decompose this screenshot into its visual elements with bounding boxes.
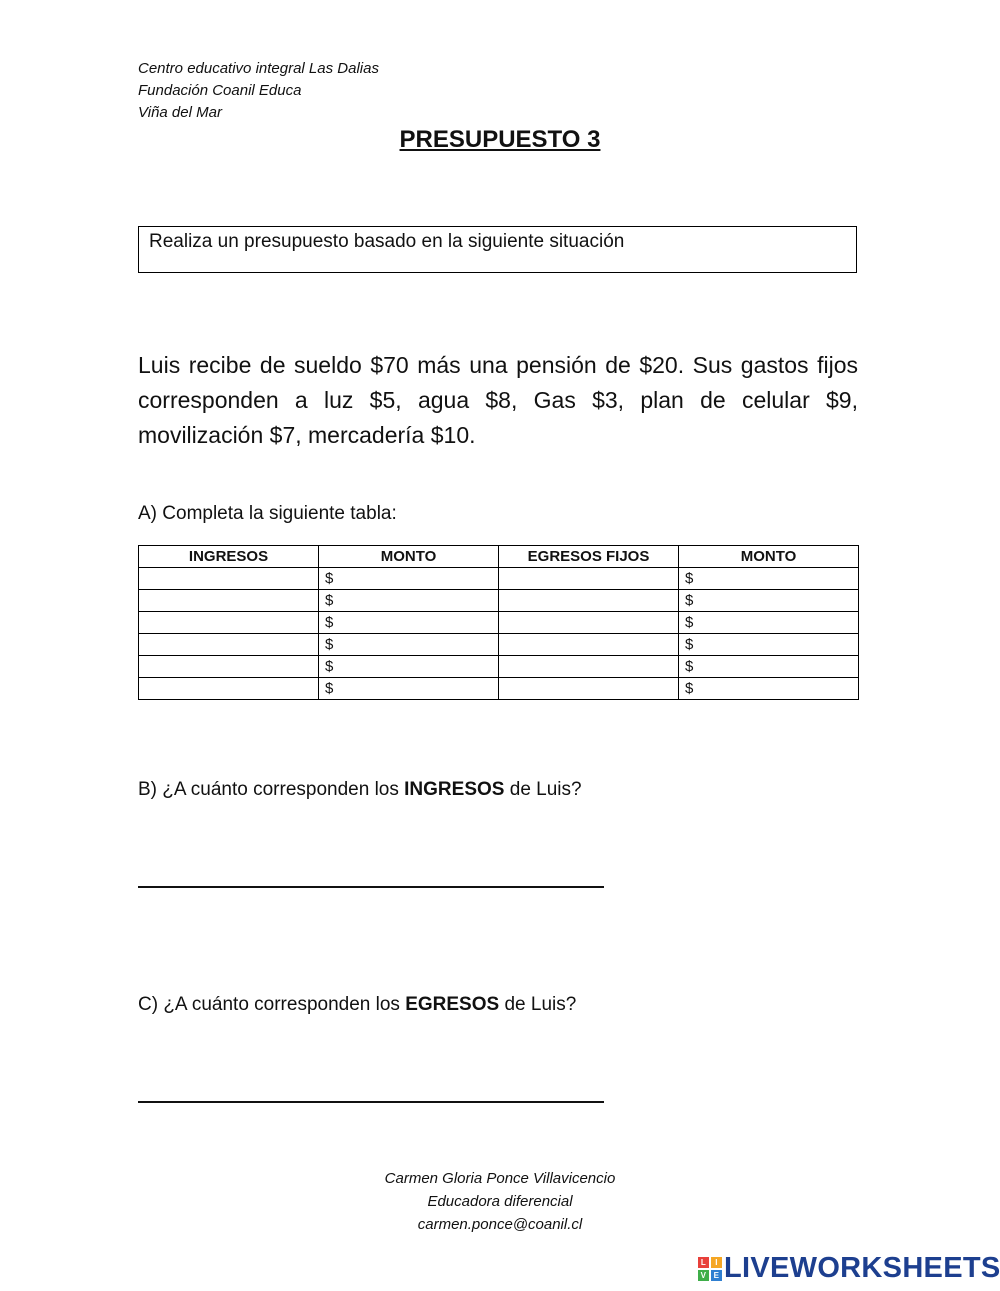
situation-paragraph: Luis recibe de sueldo $70 más una pensión de $20. Sus gastos fijos corresponden a luz $5, agua $8, Gas $3, plan de celular $9, movilización $7, mercadería $10. (138, 352, 858, 448)
egreso-cell[interactable] (499, 678, 679, 700)
ingreso-cell[interactable] (139, 612, 319, 634)
question-b-prefix: B) ¿A cuánto corresponden los (138, 779, 405, 800)
school-header (138, 58, 379, 124)
monto-ingreso-cell[interactable]: $ (319, 612, 499, 634)
monto-ingreso-cell[interactable]: $ (319, 634, 499, 656)
egreso-cell[interactable] (499, 612, 679, 634)
table-row (139, 568, 859, 590)
budget-table (138, 545, 859, 700)
monto-egreso-cell[interactable]: $ (679, 634, 859, 656)
logo-tile: E (711, 1270, 722, 1281)
table-header-row (139, 546, 859, 568)
question-b-suffix: de Luis? (504, 779, 582, 800)
monto-egreso-cell[interactable]: $ (679, 590, 859, 612)
ingreso-cell[interactable] (139, 634, 319, 656)
author-role: Educadora diferencial (427, 1193, 573, 1210)
header-monto-ingresos: MONTO (319, 546, 499, 568)
logo-grid-icon (698, 1257, 722, 1281)
author-email: carmen.ponce@coanil.cl (417, 1216, 583, 1233)
egreso-cell[interactable] (499, 568, 679, 590)
table-row (139, 678, 859, 700)
table-row (139, 634, 859, 656)
egreso-cell[interactable] (499, 634, 679, 656)
instruction-text: Realiza un presupuesto basado en la siguiente situación (149, 231, 625, 252)
table-row (139, 656, 859, 678)
ingreso-cell[interactable] (139, 656, 319, 678)
question-b-bold: INGRESOS (404, 779, 505, 800)
answer-b-line[interactable] (138, 886, 604, 888)
author-name: Carmen Gloria Ponce Villavicencio (384, 1170, 616, 1187)
header-ingresos: INGRESOS (139, 546, 319, 568)
ingreso-cell[interactable] (139, 678, 319, 700)
table-row (139, 590, 859, 612)
question-c-suffix: de Luis? (499, 994, 577, 1015)
question-c-prefix: C) ¿A cuánto corresponden los (138, 994, 406, 1015)
question-c (138, 994, 576, 1016)
author-footer (0, 1167, 1000, 1236)
monto-ingreso-cell[interactable]: $ (319, 590, 499, 612)
question-c-bold: EGRESOS (405, 994, 500, 1015)
monto-ingreso-cell[interactable]: $ (319, 678, 499, 700)
ingreso-cell[interactable] (139, 568, 319, 590)
monto-ingreso-cell[interactable]: $ (319, 656, 499, 678)
monto-egreso-cell[interactable]: $ (679, 656, 859, 678)
answer-c-line[interactable] (138, 1101, 604, 1103)
logo-tile: I (711, 1257, 722, 1268)
monto-ingreso-cell[interactable]: $ (319, 568, 499, 590)
monto-egreso-cell[interactable]: $ (679, 568, 859, 590)
egreso-cell[interactable] (499, 656, 679, 678)
ingreso-cell[interactable] (139, 590, 319, 612)
page-title: PRESUPUESTO 3 (399, 126, 601, 153)
header-egresos-fijos: EGRESOS FIJOS (499, 546, 679, 568)
header-monto-egresos: MONTO (679, 546, 859, 568)
logo-tile: V (698, 1270, 709, 1281)
instruction-box (138, 226, 857, 273)
foundation-name: Fundación Coanil Educa (138, 82, 302, 99)
monto-egreso-cell[interactable]: $ (679, 612, 859, 634)
table-row (139, 612, 859, 634)
logo-tile: L (698, 1257, 709, 1268)
question-b (138, 779, 582, 801)
egreso-cell[interactable] (499, 590, 679, 612)
city-name: Viña del Mar (138, 104, 222, 121)
liveworksheets-logo (698, 1252, 1000, 1285)
monto-egreso-cell[interactable]: $ (679, 678, 859, 700)
logo-text: LIVEWORKSHEETS (724, 1252, 1000, 1284)
school-name: Centro educativo integral Las Dalias (138, 60, 379, 77)
question-a: A) Completa la siguiente tabla: (138, 503, 397, 524)
